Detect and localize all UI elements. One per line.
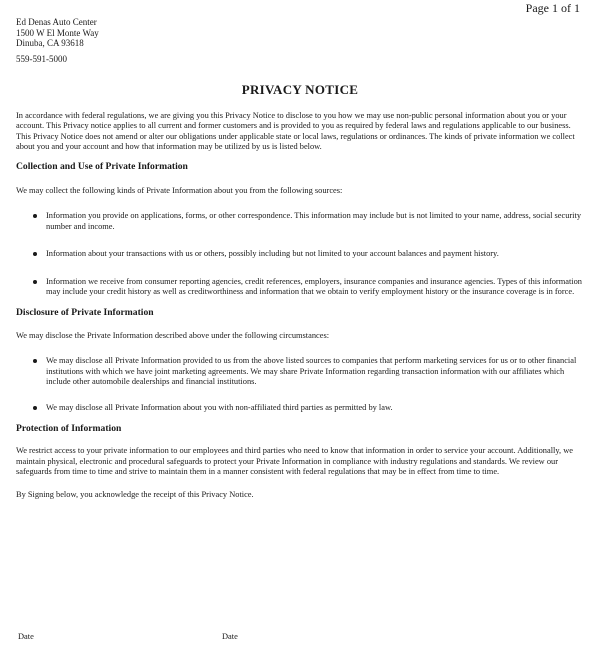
bullet-icon: [33, 252, 37, 256]
list-item: [33, 249, 582, 259]
list-item: [33, 211, 582, 232]
sender-phone: 559-591-5000: [16, 53, 67, 64]
bullet-icon: [33, 280, 37, 284]
sender-address: [16, 17, 99, 64]
list-item: [33, 403, 582, 413]
list-item: [33, 356, 582, 387]
disclosure-list: [16, 356, 582, 413]
list-item-text: We may disclose all Private Information provided to us from the above listed sources to companies that perform marketing services for us or to other financial institutions with which we have joint marketing agreements. We may share Private Information regarding transaction information with our affiliates which include other automobile dealerships and financial institutions.: [46, 356, 577, 387]
document-body: [16, 111, 582, 500]
bullet-icon: [33, 406, 37, 410]
list-item-text: Information about your transactions with us or others, possibly including but not limited to your account balances and payment history.: [46, 249, 499, 259]
intro-paragraph: In accordance with federal regulations, we are giving you this Privacy Notice to disclose to you how we may use non-public personal information about you or your account. This Privacy notice applies to all current and former customers and is provided to you as required by federal laws and regulations applicable to our business. This Privacy Notice does not amend or alter our obligations under applicable state or local laws, regulations or ordinances. The kinds of private information we collect about you and your account and how that information may be utilized by us is listed below.: [16, 111, 575, 152]
disclosure-lead: We may disclose the Private Information described above under the following circumstances:: [16, 330, 330, 340]
protection-paragraph: We restrict access to your private information to our employees and third parties who need to know that information in order to service your account. Additionally, we maintain physical, electronic and procedural safeguards to protect your Private Information in compliance with industry regulations and standards. We review our safeguards from time to time and strive to maintain them in a manner consistent with federal regulations that may be in effect from time to time.: [16, 446, 573, 477]
bullet-icon: [33, 359, 37, 363]
acknowledgement-text: By Signing below, you acknowledge the receipt of this Privacy Notice.: [16, 489, 254, 499]
list-item-text: Information we receive from consumer reporting agencies, credit references, employers, insurance companies and insurance agencies. Types of this information may include your credit history as well as creditworthiness and information that we obtain to verify employment history or the insurance coverage is in force.: [46, 276, 582, 297]
sender-city: Dinuba, CA 93618: [16, 38, 84, 48]
date-label: Date: [222, 632, 238, 641]
sender-street: 1500 W El Monte Way: [16, 27, 99, 38]
document-title: PRIVACY NOTICE: [241, 82, 359, 97]
collection-lead: We may collect the following kinds of Private Information about you from the following sources:: [16, 186, 343, 196]
date-label: Date: [18, 632, 34, 641]
collection-heading: Collection and Use of Private Information: [16, 160, 188, 172]
sender-name: Ed Denas Auto Center: [16, 17, 97, 27]
list-item-text: Information you provide on applications, forms, or other correspondence. This information may include but is not limited to your name, address, social security number and income.: [46, 211, 582, 231]
protection-heading: Protection of Information: [16, 422, 122, 434]
collection-list: [16, 211, 582, 297]
page-number: Page 1 of 1: [525, 1, 580, 15]
disclosure-heading: Disclosure of Private Information: [16, 307, 154, 319]
list-item: [33, 277, 582, 298]
bullet-icon: [33, 214, 37, 218]
list-item-text: We may disclose all Private Information about you with non-affiliated third parties as permitted by law.: [46, 402, 393, 412]
